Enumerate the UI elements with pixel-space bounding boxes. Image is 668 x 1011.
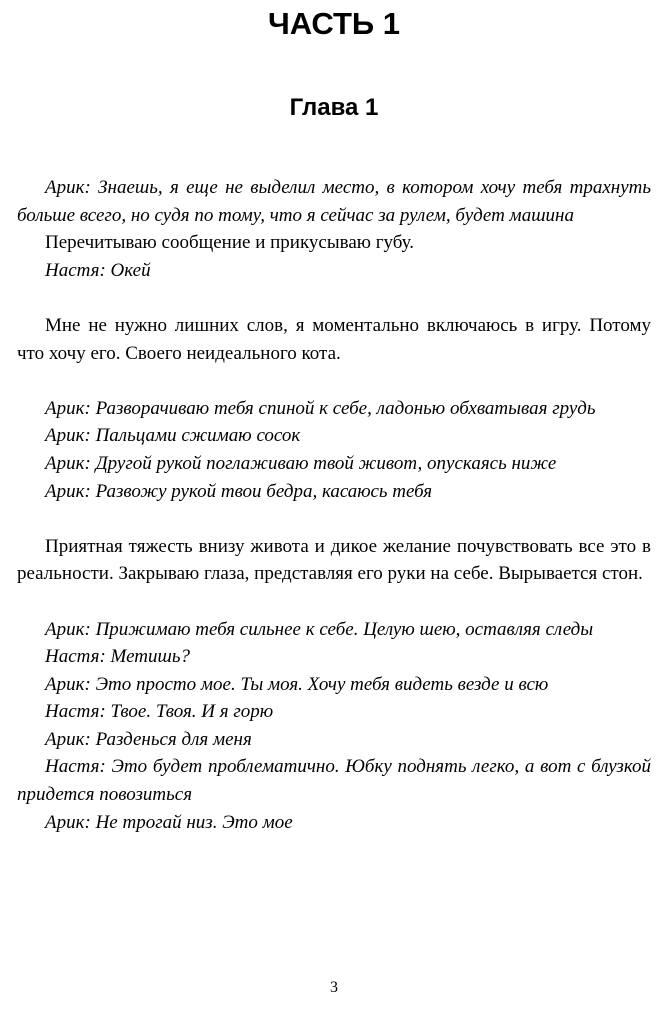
message-line: Настя: Твое. Твоя. И я горю <box>45 701 274 723</box>
message-line: Арик: Развожу рукой твои бедра, касаюсь тебя <box>45 480 433 502</box>
message-line: Настя: Метишь? <box>45 646 190 668</box>
message-line: Арик: Прижимаю тебя сильнее к себе. Целую шею, оставляя следы <box>45 618 594 640</box>
paragraph-gap <box>17 284 651 312</box>
message-line: Арик: Разворачиваю тебя спиной к себе, ладонью обхватывая грудь <box>45 397 596 419</box>
message-line: Настя: Окей <box>45 259 151 281</box>
chapter-body <box>17 174 651 836</box>
narration-paragraph: Перечитываю сообщение и прикусываю губу. <box>45 232 415 254</box>
message-line: Арик: Это просто мое. Ты моя. Хочу тебя видеть везде и всю <box>45 673 549 695</box>
message-line: Арик: Разденься для меня <box>45 728 252 750</box>
page-number: 3 <box>330 979 338 996</box>
narration-paragraph: Приятная тяжесть внизу живота и дикое желание почувствовать все это в реальности. Закрываю глаза, представляя его руки на себе. Вырывается стон. <box>17 535 651 585</box>
message-line: Арик: Пальцами сжимаю сосок <box>45 425 301 447</box>
paragraph-gap <box>17 588 651 616</box>
message-line: Арик: Другой рукой поглаживаю твой живот, опускаясь ниже <box>45 452 557 474</box>
part-title: ЧАСТЬ 1 <box>267 6 401 41</box>
paragraph-gap <box>17 505 651 533</box>
chapter-title: Глава 1 <box>289 94 379 121</box>
paragraph-gap <box>17 367 651 395</box>
message-line: Настя: Это будет проблематично. Юбку поднять легко, а вот с блузкой придется повозиться <box>17 756 651 806</box>
message-line: Арик: Знаешь, я еще не выделил место, в котором хочу тебя трахнуть больше всего, но судя по тому, что я сейчас за рулем, будет машина <box>17 177 651 226</box>
message-line: Арик: Не трогай низ. Это мое <box>45 811 293 833</box>
narration-paragraph: Мне не нужно лишних слов, я моментально включаюсь в игру. Потому что хочу его. Своего неидеального кота. <box>17 314 651 364</box>
